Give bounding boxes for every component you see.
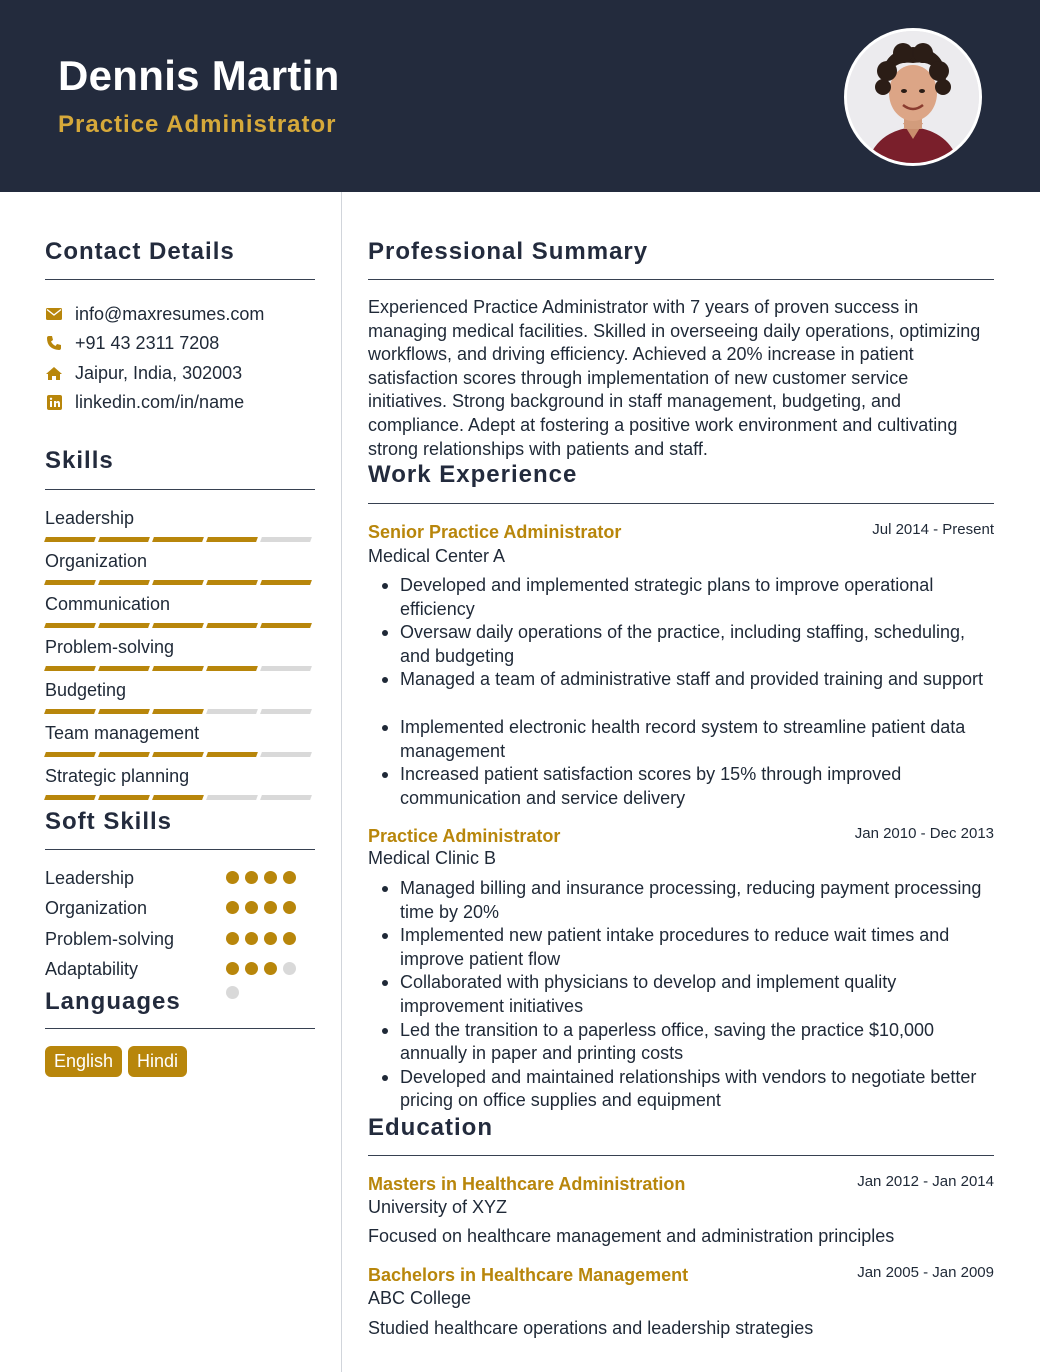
skill-bar-empty [206,709,258,714]
contact-rule [45,279,315,280]
soft-skill-item [45,957,315,987]
skill-bar-filled [44,752,96,757]
skill-bar-filled [152,666,204,671]
job-bullet: Developed and implemented strategic plans to improve operational efficiency [400,574,994,621]
job-title: Practice Administrator [368,826,561,846]
summary-line: strong relationships with patients and staff. [368,438,708,459]
contact-email-text: info@maxresumes.com [75,303,265,324]
contact-heading: Contact Details [45,238,235,265]
skill-bar-filled [98,709,150,714]
skill-bar-filled [152,580,204,585]
experience-rule [368,503,994,504]
job-bullet: Led the transition to a paperless office, saving the practice $10,000 annually in paper and printing costs [400,1019,994,1066]
skill-bar-filled [152,709,204,714]
rating-dot-filled [283,871,296,884]
soft-skill-dots [226,901,296,914]
degree-date: Jan 2005 - Jan 2009 [857,1264,994,1281]
language-tag-hindi: Hindi [128,1046,187,1077]
soft-skill-label: Leadership [45,868,135,888]
skill-label: Budgeting [45,680,127,700]
education-heading: Education [368,1114,494,1141]
language-tag-english: English [45,1046,122,1077]
skill-bar-filled [44,666,96,671]
soft-skills-heading: Soft Skills [45,808,173,835]
skill-bar-filled [44,537,96,542]
summary-line: satisfaction scores through implementation of new customer service [368,367,909,388]
summary-text [368,296,994,461]
skill-bar-filled [206,623,258,628]
job-bullets [400,574,994,810]
experience-heading: Work Experience [368,461,578,488]
rating-dot-filled [226,901,239,914]
job-title: Senior Practice Administrator [368,522,622,542]
languages-rule [45,1028,315,1029]
skill-label: Team management [45,723,200,743]
summary-line: compliance. Adept at fostering a positive work environment and cultivating [368,414,958,435]
soft-skill-dots [226,932,296,945]
home-icon [45,364,63,382]
skill-bar-empty [260,666,312,671]
soft-skill-dots [226,962,296,975]
skill-level-bars [45,752,315,757]
school-name: ABC College [368,1288,472,1308]
rating-dot-filled [264,871,277,884]
skill-bar-empty [260,709,312,714]
candidate-title: Practice Administrator [58,111,337,138]
job-bullets [400,877,994,1113]
job-bullet: Collaborated with physicians to develop and implement quality improvement initiatives [400,971,994,1018]
rating-dot-filled [226,932,239,945]
column-divider [341,192,342,1372]
linkedin-icon [45,393,63,411]
soft-skill-item [45,866,315,896]
resume-header [0,0,1040,192]
summary-rule [368,279,994,280]
soft-skill-dots [226,871,296,884]
summary-heading: Professional Summary [368,238,649,265]
skill-bar-empty [260,795,312,800]
contact-linkedin[interactable] [45,390,244,414]
soft-skills-rule [45,849,315,850]
rating-dot-filled [245,871,258,884]
skill-bar-filled [44,623,96,628]
job-bullet: Increased patient satisfaction scores by 15% through improved communication and service delivery [400,763,994,810]
rating-dot-filled [283,932,296,945]
skills-heading: Skills [45,447,114,474]
envelope-icon [45,305,63,323]
rating-dot-filled [226,871,239,884]
soft-skill-label: Problem-solving [45,928,175,949]
summary-line: workflows, and driving efficiency. Achieved a 20% increase in patient [368,344,914,365]
job-org: Medical Center A [368,546,506,566]
phone-icon [45,334,63,352]
profile-photo [844,28,982,166]
skill-bar-filled [152,752,204,757]
degree-title: Masters in Healthcare Administration [368,1174,686,1194]
rating-dot-filled [283,901,296,914]
degree-title: Bachelors in Healthcare Management [368,1265,689,1285]
job-bullet: Managed a team of administrative staff and provided training and support [400,668,994,692]
summary-line: managing medical facilities. Skilled in overseeing daily operations, optimizing [368,320,981,341]
avatar-illustration [847,31,979,163]
skill-item [45,506,315,542]
rating-dot-filled [245,901,258,914]
school-name: University of XYZ [368,1197,508,1217]
skill-item [45,721,315,757]
skill-bar-filled [98,795,150,800]
skill-label: Problem-solving [45,637,175,657]
skill-bar-filled [98,623,150,628]
skill-bar-filled [44,795,96,800]
skill-bar-filled [44,580,96,585]
contact-email[interactable] [45,302,264,326]
skill-item [45,764,315,800]
skill-bar-filled [152,537,204,542]
job-bullet: Oversaw daily operations of the practice, including staffing, scheduling, and budgeting [400,621,994,668]
skill-label: Organization [45,551,148,571]
contact-phone[interactable] [45,331,219,355]
education-rule [368,1155,994,1156]
skill-item [45,549,315,585]
rating-dot-empty [283,962,296,975]
skill-level-bars [45,537,315,542]
skill-bar-empty [260,752,312,757]
contact-address [45,361,242,385]
skill-label: Communication [45,594,171,614]
contact-phone-text: +91 43 2311 7208 [75,332,220,353]
skill-level-bars [45,795,315,800]
skill-item [45,635,315,671]
skill-bar-filled [44,709,96,714]
job-date: Jul 2014 - Present [872,521,994,538]
skill-level-bars [45,666,315,671]
job-date: Jan 2010 - Dec 2013 [854,825,994,842]
summary-line: Experienced Practice Administrator with 7 years of proven success in [368,297,919,317]
rating-dot-filled [264,932,277,945]
rating-dot-filled [264,962,277,975]
rating-dot-filled [245,962,258,975]
skills-rule [45,489,315,490]
soft-skill-label: Adaptability [45,958,139,979]
skill-bar-filled [260,623,312,628]
skill-bar-filled [152,623,204,628]
skill-bar-filled [152,795,204,800]
job-bullet: Managed billing and insurance processing, reducing payment processing time by 20% [400,877,994,924]
skill-level-bars [45,623,315,628]
job-bullet: Implemented electronic health record system to streamline patient data management [400,716,994,763]
job-bullet: Implemented new patient intake procedures to reduce wait times and improve patient flow [400,924,994,971]
job-bullet: Developed and maintained relationships with vendors to negotiate better pricing on office supplies and equipment [400,1066,994,1113]
skill-bar-empty [260,537,312,542]
soft-skill-item [45,896,315,926]
skill-bar-filled [98,752,150,757]
rating-dot-filled [245,932,258,945]
soft-skill-item [45,927,315,957]
languages-heading: Languages [45,988,181,1015]
degree-description: Studied healthcare operations and leadership strategies [368,1318,814,1338]
skill-item [45,678,315,714]
contact-address-text: Jaipur, India, 302003 [75,362,243,383]
skill-bar-filled [98,580,150,585]
soft-skill-stray-dot [226,986,239,999]
skill-level-bars [45,709,315,714]
skill-item [45,592,315,628]
rating-dot-filled [264,901,277,914]
soft-skill-label: Organization [45,898,148,919]
skill-bar-filled [206,580,258,585]
skill-bar-filled [98,537,150,542]
degree-description: Focused on healthcare management and administration principles [368,1226,895,1246]
skill-bar-filled [206,752,258,757]
job-org: Medical Clinic B [368,848,497,868]
skill-bar-filled [98,666,150,671]
degree-date: Jan 2012 - Jan 2014 [857,1173,994,1190]
skill-bar-filled [206,537,258,542]
contact-linkedin-text: linkedin.com/in/name [75,391,245,412]
skill-label: Leadership [45,508,135,528]
summary-line: initiatives. Strong background in staff management, budgeting, and [368,391,902,412]
skill-bar-empty [206,795,258,800]
skill-level-bars [45,580,315,585]
skill-bar-filled [206,666,258,671]
rating-dot-filled [226,962,239,975]
candidate-name: Dennis Martin [58,52,340,99]
skill-bar-filled [260,580,312,585]
skill-label: Strategic planning [45,766,190,786]
